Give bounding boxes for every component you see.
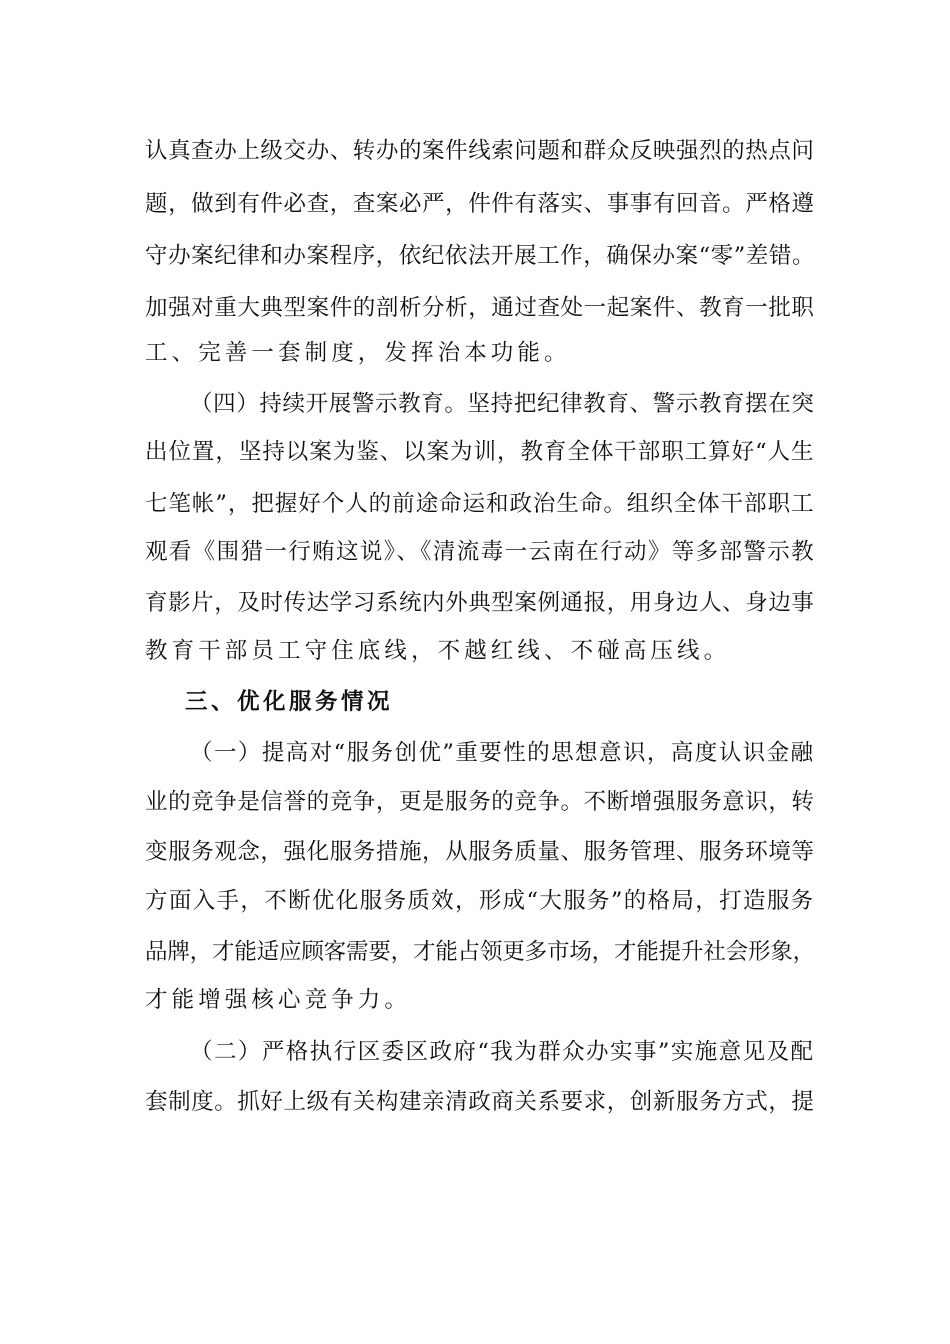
paragraph-line: 育影片，及时传达学习系统内外典型案例通报，用身边人、身边事 [145, 590, 815, 616]
paragraph-line: 加强对重大典型案件的剖析分析，通过查处一起案件、教育一批职 [145, 295, 815, 321]
paragraph-line: 守办案纪律和办案程序，依纪依法开展工作，确保办案“零”差错。 [145, 243, 816, 269]
paragraph-line: （一）提高对“服务创优”重要性的思想意识，高度认识金融 [190, 740, 815, 766]
paragraph-line: 出位置，坚持以案为鉴、以案为训，教育全体干部职工算好“人生 [145, 439, 815, 465]
paragraph-line: 题，做到有件必查，查案必严，件件有落实、事事有回音。严格遵 [145, 191, 815, 217]
paragraph-line: 教育干部员工守住底线，不越红线、不碰高压线。 [145, 638, 731, 664]
paragraph-line: （二）严格执行区委区政府“我为群众办实事”实施意见及配 [190, 1039, 815, 1065]
paragraph-line: 才能增强核心竞争力。 [145, 987, 412, 1013]
paragraph-line: 观看《围猎一行贿这说》、《清流毒一云南在行动》等多部警示教 [145, 539, 816, 565]
paragraph-line: 业的竞争是信誉的竞争，更是服务的竞争。不断增强服务意识，转 [145, 789, 815, 815]
paragraph-line: 方面入手，不断优化服务质效，形成“大服务”的格局，打造服务 [145, 888, 815, 914]
paragraph-line: 套制度。抓好上级有关构建亲清政商关系要求，创新服务方式，提 [145, 1089, 815, 1115]
paragraph-line: 工、完善一套制度，发挥治本功能。 [145, 340, 571, 366]
paragraph-line: 认真查办上级交办、转办的案件线索问题和群众反映强烈的热点问 [145, 138, 815, 164]
paragraph-line: 七笔帐”，把握好个人的前途命运和政治生命。组织全体干部职工 [145, 491, 815, 517]
section-heading: 三、优化服务情况 [185, 689, 394, 715]
paragraph-line: 品牌，才能适应顾客需要，才能占领更多市场，才能提升社会形象， [145, 939, 816, 965]
paragraph-line: （四）持续开展警示教育。坚持把纪律教育、警示教育摆在突 [190, 391, 815, 417]
paragraph-line: 变服务观念，强化服务措施，从服务质量、服务管理、服务环境等 [145, 839, 815, 865]
